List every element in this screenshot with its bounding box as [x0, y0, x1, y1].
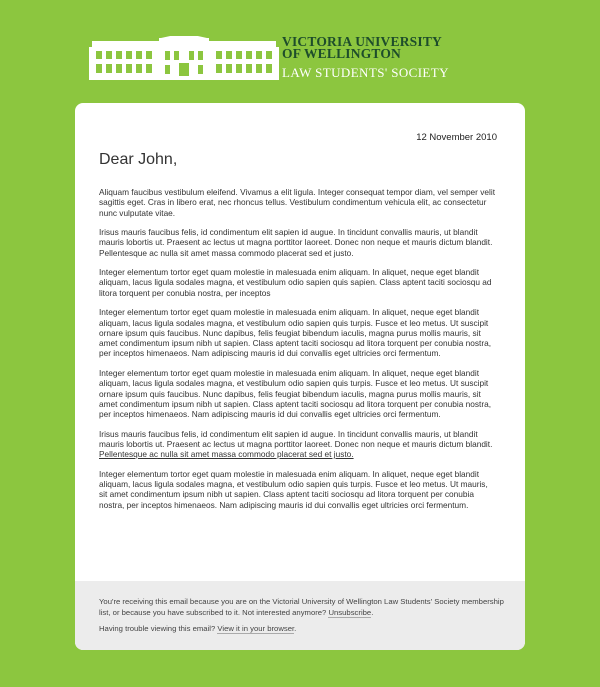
- letter-card: [75, 103, 525, 650]
- letter-greeting: Dear John,: [99, 151, 178, 168]
- trouble-viewing-text: Having trouble viewing this email?: [99, 624, 216, 633]
- body-paragraph-6: [99, 429, 498, 460]
- letter-body: [99, 187, 498, 519]
- subscription-notice: You're receiving this email because you are on the Victorial University of Wellington Law Students' Society membership list, or because you have subscribed to it. Not interested anymore? Unsubscribe.: [99, 597, 504, 617]
- unsubscribe-link[interactable]: Unsubscribe: [328, 608, 372, 617]
- view-in-browser-link[interactable]: View it in your browser: [217, 624, 295, 633]
- email-footer: [75, 581, 525, 650]
- body-paragraph-2: Irisus mauris faucibus felis, id condimentum elit sapien id augue. In tincidunt convallis mauris, ut blandit mauris lobortis ut. Praesent ac lectus ut magna porttitor laoreet. Donec non neque et mauris dictum blandit. Pellentesque ac nulla sit amet massa commodo placerat sed et justo.: [99, 227, 493, 258]
- university-name-line1: VICTORIA UNIVERSITY: [282, 34, 442, 49]
- society-name: LAW STUDENTS' SOCIETY: [282, 65, 449, 80]
- logo-wordmark: [282, 36, 449, 81]
- body-paragraph-1: Aliquam faucibus vestibulum eleifend. Vivamus a elit ligula. Integer consequat tempor diam, vel semper velit sagittis eget. Cras in libero erat, nec rhoncus tellus. Vestibulum condimentum vehicula elit, ac consectetur nunc vulputate vitae.: [99, 187, 495, 218]
- header: [0, 0, 600, 100]
- body-paragraph-6-text: Irisus mauris faucibus felis, id condimentum elit sapien id augue. In tincidunt convallis mauris, ut blandit mauris lobortis ut. Praesent ac lectus ut magna porttitor laoreet. Donec non neque et mauris dictum blandit.: [99, 428, 493, 449]
- letter-date: 12 November 2010: [416, 132, 497, 143]
- subscription-notice-text: You're receiving this email because you are on the Victorial University of Wellington Law Students' Society membership list, or because you have subscribed to it. Not interested anymore?: [99, 597, 504, 617]
- body-paragraph-4: Integer elementum tortor eget quam molestie in malesuada enim aliquam. In aliquet, neque eget blandit aliquam, lacus ligula sodales magna, et vestibulum odio sapien quis turpis. Fusce et leo metus. Ut suscipit ornare ipsum quis faucibus. Nunc dapibus, felis feugiat bibendum iaculis, magna purus mollis mauris, sit amet condimentum ipsum nibh ut sapien. Class aptent taciti sociosqu ad litora torquent per conubia nostra, per inceptos himenaeos. Nam adipiscing mauris id dui convallis eget ultricies orci fermentum.: [99, 307, 492, 359]
- pellentesque-link[interactable]: Pellentesque ac nulla sit amet massa commodo placerat sed et justo.: [99, 449, 354, 460]
- body-paragraph-7: Integer elementum tortor eget quam molestie in malesuada enim aliquam. In aliquet, neque eget blandit aliquam, lacus ligula sodales magna, et vestibulum odio sapien quis turpis. Fusce et leo metus. Ut mauris, sit amet condimentum ipsum nibh ut sapien. Class aptent taciti sociosqu ad litora torquent per conubia nostra, per inceptos himenaeos. Nam adipiscing mauris id dui convallis eget ultricies orci fermentum.: [99, 468, 488, 510]
- body-paragraph-3: Integer elementum tortor eget quam molestie in malesuada enim aliquam. In aliquet, neque eget blandit aliquam, lacus ligula sodales magna, et vestibulum odio sapien quis sapien. Class aptent taciti sociosqu ad litora torquent per conubia nostra, per inceptos: [99, 267, 492, 298]
- footer-text: [99, 596, 504, 639]
- body-paragraph-5: Integer elementum tortor eget quam molestie in malesuada enim aliquam. In aliquet, neque eget blandit aliquam, lacus ligula sodales magna, et vestibulum odio sapien quis turpis. Fusce et leo metus. Ut suscipit ornare ipsum quis faucibus. Nunc dapibus, felis feugiat bibendum iaculis, magna purus mollis mauris, sit amet condimentum ipsum nibh ut sapien. Class aptent taciti sociosqu ad litora torquent per conubia nostra, per inceptos himenaeos. Nam adipiscing mauris id dui convallis eget ultricies orci fermentum.: [99, 367, 492, 420]
- view-in-browser-notice: Having trouble viewing this email? View it in your browser.: [99, 624, 297, 633]
- university-name-line2: OF WELLINGTON: [282, 46, 402, 61]
- university-building-logo-icon: [89, 36, 279, 80]
